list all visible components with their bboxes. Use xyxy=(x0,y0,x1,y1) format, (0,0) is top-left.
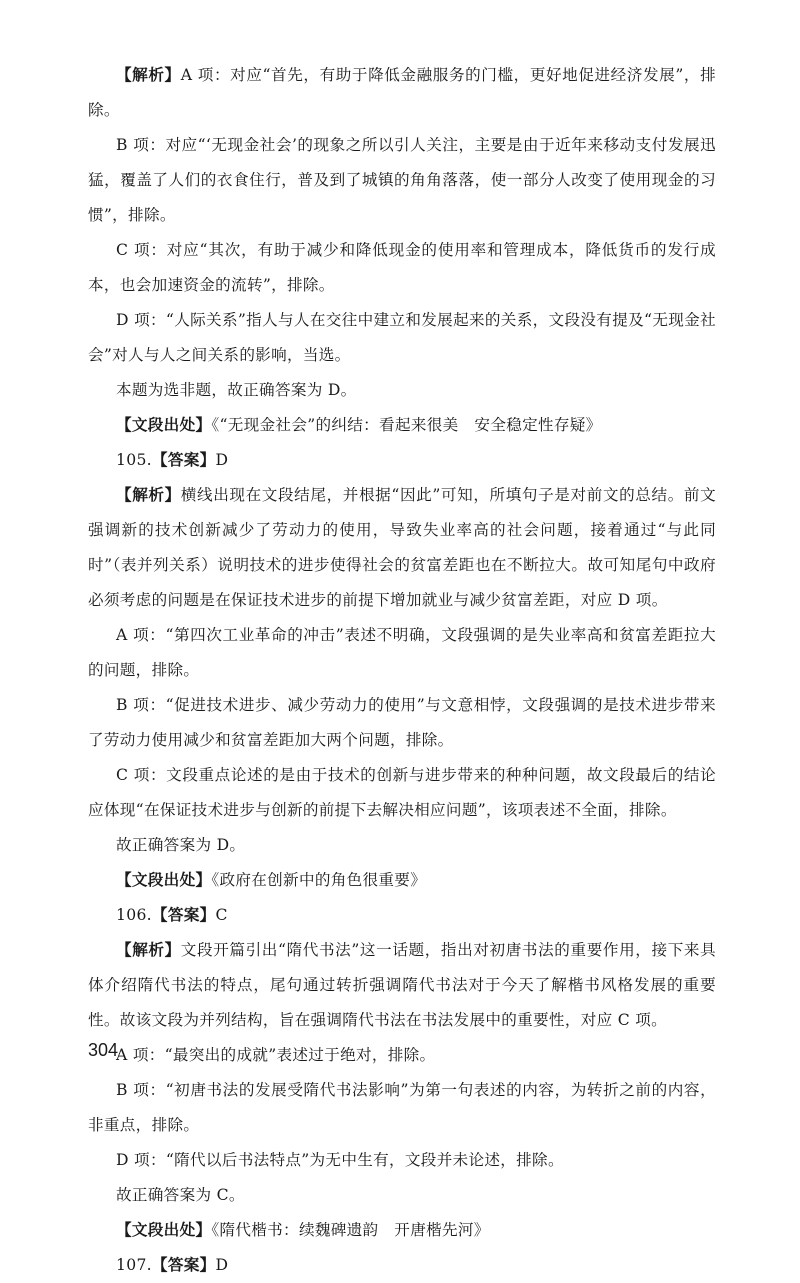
section-label: 【文段出处】 xyxy=(116,416,212,434)
paragraph-text: C 项：对应“其次，有助于减少和降低现金的使用率和管理成本，降低货币的发行成本，也会加速资金的流转”，排除。 xyxy=(88,241,716,294)
paragraph xyxy=(88,1038,716,1073)
paragraph xyxy=(88,233,716,303)
paragraph xyxy=(88,443,716,478)
section-label: 【解析】 xyxy=(116,66,181,84)
paragraph-text: C 项：文段重点论述的是由于技术的创新与进步带来的种种问题，故文段最后的结论应体现“在保证技术进步与创新的前提下去解决相应问题”，该项表述不全面，排除。 xyxy=(88,766,716,819)
paragraph xyxy=(88,898,716,933)
paragraph-text: 文段开篇引出“隋代书法”这一话题，指出对初唐书法的重要作用，接下来具体介绍隋代书法的特点，尾句通过转折强调隋代书法对于今天了解楷书风格发展的重要性。故该文段为并列结构，旨在强调隋代书法在书法发展中的重要性，对应 C 项。 xyxy=(88,941,716,1029)
section-label: 【答案】 xyxy=(151,906,216,924)
paragraph-text: 《隋代楷书：续魏碑遗韵 开唐楷先河》 xyxy=(211,1221,490,1239)
paragraph xyxy=(88,478,716,618)
paragraph xyxy=(88,933,716,1038)
question-number: 105. xyxy=(116,451,152,469)
paragraph-text: D 项：“人际关系”指人与人在交往中建立和发展起来的关系，文段没有提及“无现金社会”对人与人之间关系的影响，当选。 xyxy=(88,311,716,364)
section-label: 【解析】 xyxy=(116,941,181,959)
section-label: 【答案】 xyxy=(151,451,216,469)
paragraph-text: 故正确答案为 C。 xyxy=(116,1186,245,1204)
section-label: 【解析】 xyxy=(116,486,181,504)
paragraph xyxy=(88,863,716,898)
paragraph-text: B 项：对应“‘无现金社会’的现象之所以引人关注，主要是由于近年来移动支付发展迅猛，覆盖了人们的衣食住行，普及到了城镇的角角落落，使一部分人改变了使用现金的习惯”，排除。 xyxy=(88,136,716,224)
paragraph-text: 本题为选非题，故正确答案为 D。 xyxy=(116,381,357,399)
paragraph xyxy=(88,1178,716,1213)
paragraph-text: D 项：“隋代以后书法特点”为无中生有，文段并未论述，排除。 xyxy=(116,1151,564,1169)
paragraph-text: C xyxy=(215,906,228,924)
paragraph-text: 《“无现金社会”的纠结：看起来很美 安全稳定性存疑》 xyxy=(211,416,602,434)
paragraph-text: 《政府在创新中的角色很重要》 xyxy=(211,871,427,889)
question-number: 106. xyxy=(116,906,152,924)
answer-explanations xyxy=(88,58,716,1283)
paragraph xyxy=(88,688,716,758)
paragraph xyxy=(88,1073,716,1143)
paragraph-text: A 项：“最突出的成就”表述过于绝对，排除。 xyxy=(116,1046,436,1064)
paragraph-text: A 项：对应“首先，有助于降低金融服务的门槛，更好地促进经济发展”，排除。 xyxy=(88,66,716,119)
question-number: 107. xyxy=(116,1256,152,1274)
paragraph xyxy=(88,408,716,443)
paragraph xyxy=(88,58,716,128)
paragraph xyxy=(88,1143,716,1178)
page-number: 304 xyxy=(88,1040,119,1060)
paragraph xyxy=(88,1213,716,1248)
paragraph xyxy=(88,618,716,688)
section-label: 【文段出处】 xyxy=(116,1221,212,1239)
paragraph xyxy=(88,303,716,373)
paragraph xyxy=(88,128,716,233)
paragraph xyxy=(88,828,716,863)
paragraph-text: 故正确答案为 D。 xyxy=(116,836,246,854)
section-label: 【答案】 xyxy=(151,1256,216,1274)
paragraph-text: B 项：“促进技术进步、减少劳动力的使用”与文意相悖，文段强调的是技术进步带来了劳动力使用减少和贫富差距加大两个问题，排除。 xyxy=(88,696,716,749)
paragraph xyxy=(88,1248,716,1283)
paragraph-text: A 项：“第四次工业革命的冲击”表述不明确，文段强调的是失业率高和贫富差距拉大的问题，排除。 xyxy=(88,626,716,679)
paragraph xyxy=(88,373,716,408)
paragraph-text: B 项：“初唐书法的发展受隋代书法影响”为第一句表述的内容，为转折之前的内容，非重点，排除。 xyxy=(88,1081,716,1134)
section-label: 【文段出处】 xyxy=(116,871,212,889)
paragraph-text: D xyxy=(215,1256,229,1274)
paragraph xyxy=(88,758,716,828)
paragraph-text: D xyxy=(215,451,229,469)
paragraph-text: 横线出现在文段结尾，并根据“因此”可知，所填句子是对前文的总结。前文强调新的技术创新减少了劳动力的使用，导致失业率高的社会问题，接着通过“与此同时”（表并列关系）说明技术的进步使得社会的贫富差距也在不断拉大。故可知尾句中政府必须考虑的问题是在保证技术进步的前提下增加就业与减少贫富差距，对应 D 项。 xyxy=(88,486,716,609)
